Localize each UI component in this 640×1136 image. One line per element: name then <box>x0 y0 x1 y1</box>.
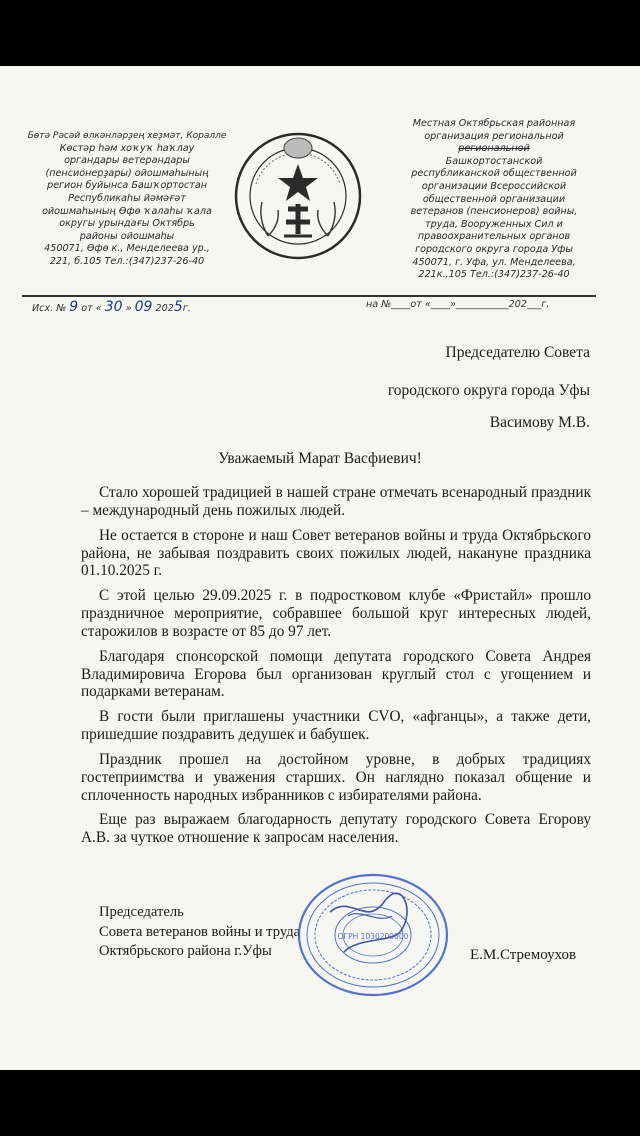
letterhead-right-line: 221к.,105 Тел.:(347)237-26-40 <box>418 269 570 281</box>
body-paragraph: В гости были приглашены участники СVО, «афганцы», а также дети, пришедшие поздравить дедушек и бабушек. <box>81 708 591 744</box>
addressee-line: Васимову М.В. <box>489 414 590 431</box>
ref-from: от « <box>81 303 102 314</box>
body-paragraph: С этой целью 29.09.2025 г. в подростковом клубе «Фристайл» прошло праздничное мероприятие, собравшее большой круг интересных людей, старожилов в возрасте от 85 до 97 лет. <box>81 587 591 640</box>
letterhead-right-line: Башкортостанской <box>445 155 543 167</box>
ref-year-prefix: 202 <box>155 303 174 314</box>
letterhead-left-line: 450071, Өфө к., Менделеева ур., <box>44 243 210 255</box>
letterhead-right-line: региональной <box>458 143 530 155</box>
ref-month: 09 <box>134 299 153 315</box>
letterhead-left-line: ойошмаһының Өфө ҡалаһы ҡала <box>42 205 212 217</box>
letter-body <box>81 484 591 854</box>
signer-title: Совета ветеранов войны и труда <box>99 923 301 940</box>
ref-day: 30 <box>104 299 123 315</box>
letterhead-left-line: Республикаһы йәмәғәт <box>68 192 186 204</box>
letterhead-right-line: 450071, г. Уфа, ул. Менделеева, <box>412 256 576 268</box>
signer-title: Председатель <box>99 904 184 920</box>
letterhead-right <box>388 118 600 282</box>
letter-page <box>0 66 640 1070</box>
letterhead-right-line: ветеранов (пенсионеров) войны, <box>410 206 578 218</box>
ref-year-suffix: г. <box>182 303 191 314</box>
letterhead-right-line: труда, Вооруженных Сил и <box>425 218 563 230</box>
signer-name: Е.М.Стремоухов <box>470 947 577 963</box>
letterhead-right-line: правоохранительных органов <box>417 231 571 243</box>
signature-block <box>99 903 300 962</box>
body-paragraph: Еще раз выражаем благодарность депутату городского Совета Егорову А.В. за чуткое отношение к запросам населения. <box>81 811 591 847</box>
ref-prefix: Исх. № <box>32 303 67 314</box>
stamp-center-text: ОГРН 1030200000 <box>337 932 409 941</box>
letterhead-left-line: Бөтә Рәсәй өлкәнләрҙең хеҙмәт, Коралле <box>27 131 227 141</box>
organization-emblem <box>228 124 368 264</box>
body-paragraph: Праздник прошел на достойном уровне, в добрых традициях гостеприимства и уважения старших. Он наглядно показал общение и сплоченность народных избранников с избирателями района. <box>81 750 591 804</box>
incoming-reference: на №____от «____»___________202___г. <box>366 299 550 310</box>
letterhead-left-line: Көстәр һәм хоҡуҡ һаҡлау <box>59 142 195 154</box>
ref-mid: » <box>125 303 132 314</box>
letterhead-left-line: округы урындағы Октябрь <box>59 218 195 230</box>
outgoing-reference <box>32 299 191 315</box>
letterhead-left-line: районы ойошмаһы <box>79 230 175 242</box>
addressee-line: городского округа города Уфы <box>387 382 590 399</box>
letterhead-divider <box>22 295 596 297</box>
signer-title: Октябрьского района г.Уфы <box>99 943 272 959</box>
ref-year-digit: 5 <box>173 299 183 315</box>
letterhead-right-line: городского округа города Уфы <box>415 243 573 255</box>
letterhead-left-line: органдары ветерандары <box>64 155 190 167</box>
letterhead-left-line: 221, б.105 Тел.:(347)237-26-40 <box>49 255 205 267</box>
letterhead-right-line: Местная Октябрьская районная <box>412 118 576 129</box>
body-paragraph: Не остается в стороне и наш Совет ветеранов войны и труда Октябрьского района, не забывая поздравить своих пожилых людей, накануне праздника 01.10.2025 г. <box>81 526 591 580</box>
letterhead-right-line: общественной организации <box>422 193 566 205</box>
ref-number: 9 <box>69 299 79 315</box>
salutation: Уважаемый Марат Васфиевич! <box>218 450 422 467</box>
body-paragraph: Благодаря спонсорской помощи депутата городского Совета Андрея Владимировича Егорова был организован круглый стол с угощением и подарками ветеранам. <box>81 647 591 701</box>
official-stamp <box>296 872 450 998</box>
body-paragraph: Стало хорошей традицией в нашей стране отмечать всенародный праздник – международный день пожилых людей. <box>81 484 591 519</box>
letterhead-left <box>22 130 232 269</box>
addressee-line: Председателю Совета <box>445 344 590 361</box>
letterhead-right-line: республиканской общественной <box>411 168 577 180</box>
letterhead-left-line: регион буйынса Башҡортостан <box>47 180 207 192</box>
letterhead-right-line: организации Всероссийской <box>421 180 567 192</box>
letterhead-left-line: (пенсионерҙары) ойошмаһының <box>45 167 209 179</box>
letterhead-right-line: организация региональной <box>424 130 564 142</box>
